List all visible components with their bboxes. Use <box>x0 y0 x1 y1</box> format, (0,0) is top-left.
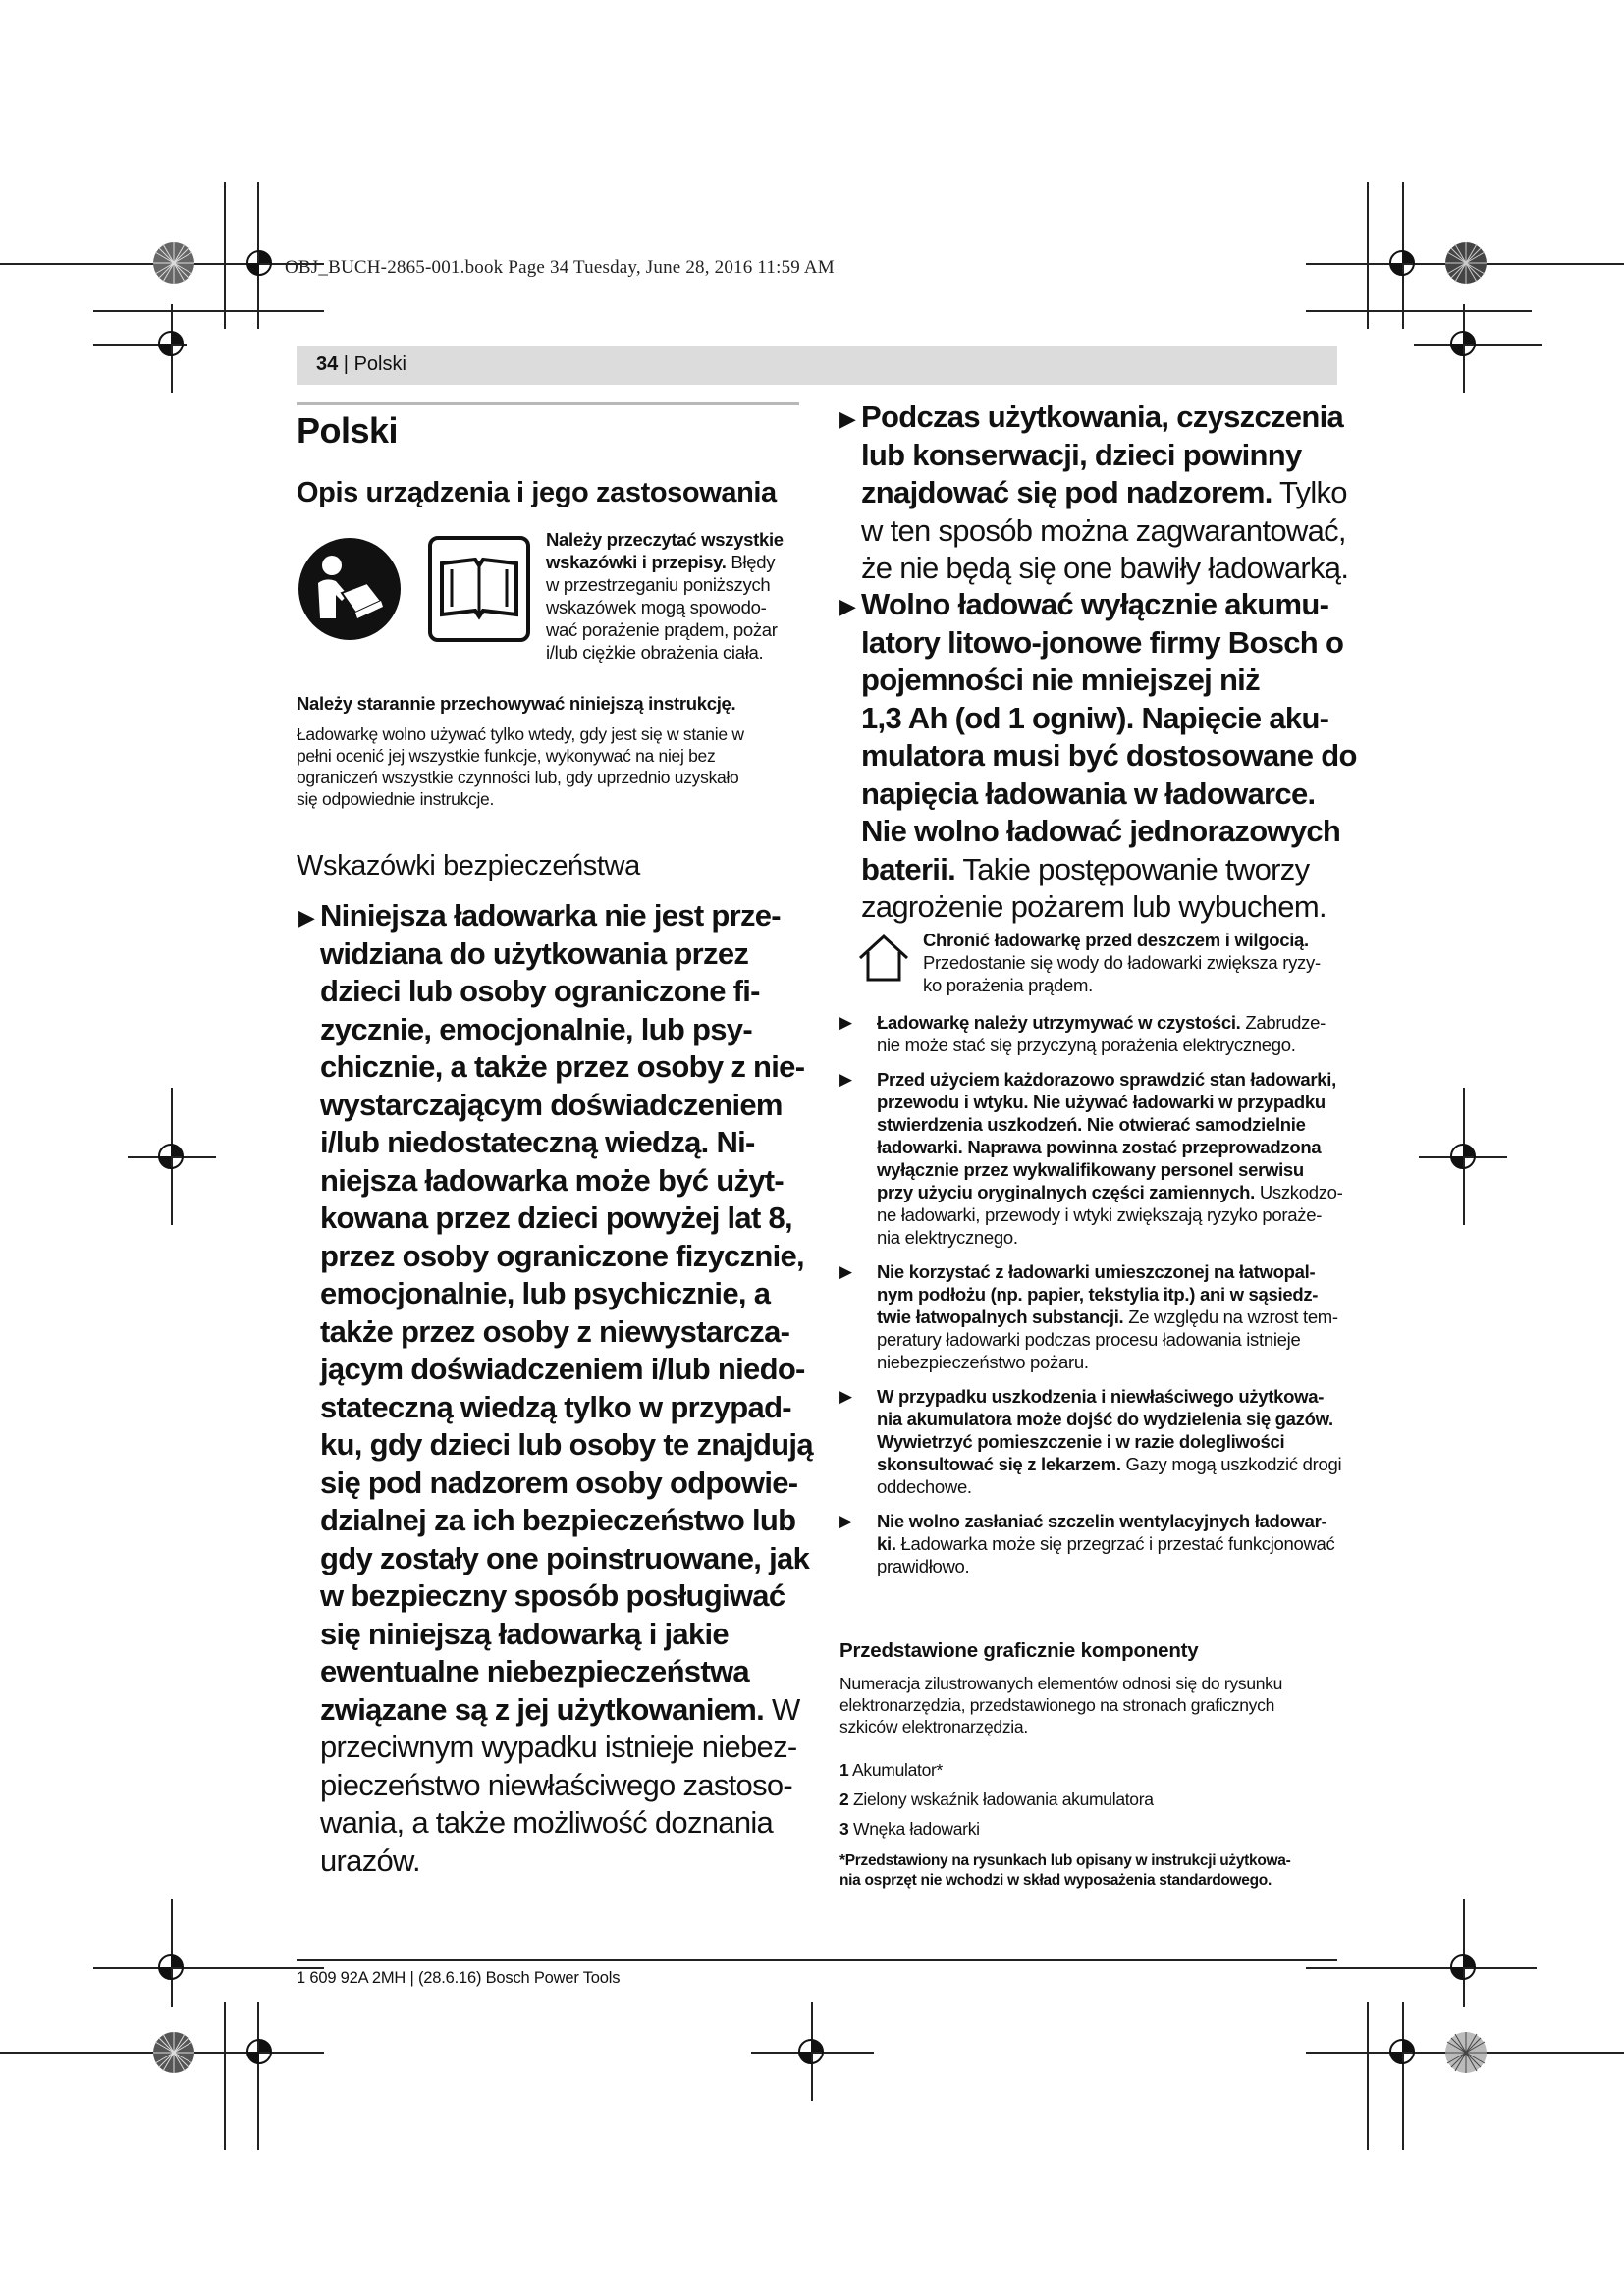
normal-text: że nie będą się one bawiły ładowarką. <box>861 551 1349 585</box>
text-line <box>877 1113 1343 1136</box>
footnote <box>839 1851 1290 1891</box>
page-title: Polski <box>297 410 399 451</box>
triangle-bullet-icon: ▶ <box>839 1512 852 1530</box>
bold-text: Wolno ładować wyłącznie akumu- <box>861 587 1329 621</box>
keep-instructions-text: Należy starannie przechowywać niniejszą instrukcję. <box>297 693 736 714</box>
text-line <box>320 1653 813 1691</box>
warning-text <box>546 528 784 664</box>
crop-line <box>224 2002 226 2150</box>
text-line <box>861 399 1348 437</box>
text-line <box>320 1804 813 1842</box>
bold-text: kowana przez dzieci powyżej lat 8, <box>320 1201 792 1235</box>
bold-text: przy użyciu oryginalnych części zamiennych. <box>877 1182 1255 1202</box>
bold-text: Chronić ładowarkę przed deszczem i wilgocią. <box>923 930 1309 950</box>
text-line <box>877 1475 1343 1498</box>
text-line <box>320 1540 813 1578</box>
bold-text: dzialnej za ich bezpieczeństwo lub <box>320 1503 796 1537</box>
text-line <box>861 586 1357 624</box>
text-line <box>877 1328 1343 1351</box>
section-heading-safety: Wskazówki bezpieczeństwa <box>297 850 640 881</box>
normal-text: Uszkodzo- <box>1255 1182 1343 1202</box>
text-line <box>861 662 1357 700</box>
text-line <box>320 1729 813 1767</box>
children-warning-block <box>320 897 813 1880</box>
text-line: Ładowarkę wolno używać tylko wtedy, gdy jest się w stanie w <box>297 724 744 744</box>
normal-text: w przestrzeganiu poniższych <box>546 574 771 595</box>
safety-bullet-item <box>839 1385 1343 1498</box>
bold-text: nym podłożu (np. papier, tekstylia itp.) ani w sąsiedz- <box>877 1284 1319 1305</box>
bold-text: Wywietrzyć pomieszczenie i w razie dolegliwości <box>877 1431 1285 1452</box>
text-line <box>320 1238 813 1276</box>
page-number: 34 <box>316 353 339 375</box>
text-line <box>861 888 1357 927</box>
normal-text: Takie postępowanie tworzy <box>955 851 1310 886</box>
text-line <box>877 1385 1343 1408</box>
bold-text: w bezpieczny sposób posługiwać <box>320 1578 785 1613</box>
text-line <box>861 813 1357 851</box>
triangle-bullet-icon: ▶ <box>839 1070 852 1089</box>
registration-target-icon <box>153 1949 189 1985</box>
bold-text: wskazówki i przepisy. <box>546 552 727 572</box>
text-line: się odpowiednie instrukcje. <box>297 789 495 809</box>
normal-text: zagrożenie pożarem lub wybuchem. <box>861 889 1326 924</box>
safety-bullet-list <box>839 1011 1343 1589</box>
text-line <box>877 1283 1343 1306</box>
component-number: 2 <box>839 1789 849 1809</box>
usage-paragraph <box>297 723 744 810</box>
text-line: *Przedstawiony na rysunkach lub opisany w instrukcji użytkowa- <box>839 1852 1291 1869</box>
normal-text: ko porażenia prądem. <box>923 975 1093 995</box>
text-line <box>546 551 784 573</box>
text-line <box>861 775 1357 814</box>
supervision-warning-block <box>861 399 1348 588</box>
registration-target-icon <box>242 245 277 281</box>
text-line <box>877 1034 1343 1056</box>
registration-target-icon <box>242 2034 277 2069</box>
normal-text: Błędy <box>726 552 776 572</box>
text-line <box>861 474 1348 512</box>
bold-text: Przed użyciem każdorazowo sprawdzić stan ładowarki, <box>877 1069 1336 1090</box>
registration-target-icon <box>1445 326 1481 361</box>
triangle-bullet-icon: ▶ <box>839 1013 852 1032</box>
normal-text: W <box>764 1691 800 1727</box>
registration-target-icon <box>153 1139 189 1174</box>
text-line <box>877 1532 1343 1555</box>
text-line <box>877 1181 1343 1203</box>
text-line <box>861 624 1357 663</box>
bold-text: przez osoby ograniczone fizycznie, <box>320 1238 804 1273</box>
bold-text: gdy zostały one poinstruowane, jak <box>320 1540 810 1575</box>
normal-text: urazów. <box>320 1842 420 1878</box>
text-line <box>320 935 813 974</box>
text-line <box>877 1158 1343 1181</box>
component-number: 1 <box>839 1760 849 1780</box>
component-label: Wnęka ładowarki <box>848 1819 980 1839</box>
bold-text: wyłącznie przez wykwalifikowany personel serwisu <box>877 1159 1304 1180</box>
text-line <box>861 512 1348 551</box>
house-rain-icon <box>856 933 911 984</box>
bold-text: Niniejsza ładowarka nie jest prze- <box>320 898 781 933</box>
safety-bullet-item <box>839 1510 1343 1577</box>
text-line <box>877 1260 1343 1283</box>
bold-text: się niniejszą ładowarką i jakie <box>320 1616 729 1651</box>
page-header-bar <box>297 346 1337 385</box>
bold-text: emocjonalnie, lub psychicznie, a <box>320 1276 771 1310</box>
bold-text: Podczas użytkowania, czyszczenia <box>861 400 1344 434</box>
bold-text: twie łatwopalnych substancji. <box>877 1307 1124 1327</box>
bold-text: Nie korzystać z ładowarki umieszczonej na łatwopal- <box>877 1261 1316 1282</box>
text-line: ograniczeń wszystkie czynności lub, gdy uprzednio uzyskało <box>297 768 739 787</box>
normal-text: niebezpieczeństwo pożaru. <box>877 1352 1089 1372</box>
text-line <box>877 1453 1343 1475</box>
color-rosette-icon <box>1443 240 1489 286</box>
component-item <box>839 1818 1154 1840</box>
text-line <box>320 1087 813 1125</box>
registration-target-icon <box>793 2034 829 2069</box>
text-line <box>877 1091 1343 1113</box>
normal-text: peratury ładowarki podczas procesu ładowania istnieje <box>877 1329 1301 1350</box>
text-line <box>877 1555 1343 1577</box>
bold-text: pojemności nie mniejszej niż <box>861 663 1260 697</box>
bold-text: mulatora musi być dostosowane do <box>861 738 1357 773</box>
normal-text: oddechowe. <box>877 1476 972 1497</box>
registration-target-icon <box>153 326 189 361</box>
rain-warning-text <box>923 929 1321 996</box>
bold-text: niejsza ładowarka może być użyt- <box>320 1162 785 1198</box>
text-line <box>861 700 1357 738</box>
bold-text: nia akumulatora może dojść do wydzielenia się gazów. <box>877 1409 1333 1429</box>
triangle-bullet-icon: ▶ <box>839 1262 852 1281</box>
text-line <box>923 929 1321 951</box>
safety-bullet-item <box>839 1011 1343 1056</box>
print-slug-line: OBJ_BUCH-2865-001.book Page 34 Tuesday, June 28, 2016 11:59 AM <box>285 257 835 278</box>
triangle-bullet-icon: ▶ <box>298 905 315 930</box>
normal-text: Tylko <box>1272 475 1347 509</box>
safety-bullet-item <box>839 1260 1343 1373</box>
bold-text: jącym doświadczeniem i/lub niedo- <box>320 1352 805 1386</box>
normal-text: w ten sposób można zagwarantować, <box>861 512 1346 548</box>
bold-text: Należy przeczytać wszystkie <box>546 529 784 550</box>
text-line <box>546 573 784 596</box>
bold-text: Nie wolno zasłaniać szczelin wentylacyjnych ładowar- <box>877 1511 1327 1531</box>
text-line <box>320 1691 813 1730</box>
color-rosette-icon <box>1443 2030 1489 2075</box>
color-rosette-icon <box>151 240 196 286</box>
text-line <box>546 528 784 551</box>
text-line <box>320 973 813 1011</box>
text-line <box>861 737 1357 775</box>
text-line <box>877 1351 1343 1373</box>
text-line <box>320 1465 813 1503</box>
text-line <box>320 1162 813 1201</box>
text-line: szkiców elektronarzędzia. <box>839 1717 1028 1736</box>
bold-text: skonsultować się z lekarzem. <box>877 1454 1121 1474</box>
open-book-icon <box>428 536 530 642</box>
bold-text: związane są z jej użytkowaniem. <box>320 1691 765 1727</box>
bold-text: lub konserwacji, dzieci powinny <box>861 437 1302 472</box>
text-line <box>923 974 1321 996</box>
text-line <box>546 641 784 664</box>
bold-text: W przypadku uszkodzenia i niewłaściwego użytkowa- <box>877 1386 1325 1407</box>
bold-text: stateczną wiedzą tylko w przypad- <box>320 1389 791 1424</box>
normal-text: i/lub ciężkie obrażenia ciała. <box>546 642 764 663</box>
bold-text: widziana do użytkowania przez <box>320 935 749 971</box>
text-line <box>320 1200 813 1238</box>
bold-text: się pod nadzorem osoby odpowie- <box>320 1465 798 1500</box>
text-line: pełni ocenić jej wszystkie funkcje, wykonywać na niej bez <box>297 746 716 766</box>
crop-line <box>93 1967 324 1969</box>
text-line <box>877 1203 1343 1226</box>
read-manual-person-icon <box>297 536 403 642</box>
bold-text: zycznie, emocjonalnie, lub psy- <box>320 1011 752 1046</box>
header-section: Polski <box>353 353 406 375</box>
text-line <box>877 1430 1343 1453</box>
bold-text: Nie wolno ładować jednorazowych <box>861 814 1341 848</box>
battery-charge-warning-block <box>861 586 1357 927</box>
normal-text: wać porażenie prądem, pożar <box>546 619 778 640</box>
text-line: nia osprzęt nie wchodzi w skład wyposażenia standardowego. <box>839 1872 1272 1889</box>
component-item <box>839 1789 1154 1810</box>
text-line <box>877 1226 1343 1249</box>
text-line <box>320 897 813 935</box>
page-header <box>316 353 406 376</box>
normal-text: ne ładowarki, przewody i wtyki zwiększają ryzyko poraże- <box>877 1204 1323 1225</box>
components-list <box>839 1759 1154 1847</box>
normal-text: Ze względu na wzrost tem- <box>1123 1307 1338 1327</box>
normal-text: pieczeństwo niewłaściwego zastoso- <box>320 1767 793 1802</box>
text-line: elektronarzędzia, przedstawionego na stronach graficznych <box>839 1695 1275 1715</box>
bold-text: ewentualne niebezpieczeństwa <box>320 1654 749 1688</box>
registration-target-icon <box>1384 2034 1420 2069</box>
text-line <box>546 596 784 618</box>
text-line <box>320 1048 813 1087</box>
footer-rule <box>297 1959 1337 1961</box>
bold-text: baterii. <box>861 851 956 886</box>
text-line <box>320 1616 813 1654</box>
text-line <box>320 1124 813 1162</box>
text-line <box>877 1136 1343 1158</box>
text-line <box>877 1510 1343 1532</box>
components-intro <box>839 1673 1282 1737</box>
normal-text: nia elektrycznego. <box>877 1227 1018 1248</box>
text-line <box>320 1577 813 1616</box>
registration-target-icon <box>1445 1949 1481 1985</box>
text-line <box>320 1426 813 1465</box>
text-line <box>320 1502 813 1540</box>
text-line <box>861 550 1348 588</box>
text-line <box>320 1842 813 1881</box>
bold-text: latory litowo-jonowe firmy Bosch o <box>861 624 1344 660</box>
text-line <box>877 1408 1343 1430</box>
bold-text: Ładowarkę należy utrzymywać w czystości. <box>877 1012 1241 1033</box>
text-line <box>320 1767 813 1805</box>
crop-line <box>1402 2002 1404 2150</box>
column-rule <box>297 402 799 405</box>
section-heading-description: Opis urządzenia i jego zastosowania <box>297 477 777 508</box>
text-line <box>320 1011 813 1049</box>
text-line <box>546 618 784 641</box>
normal-text: Ładowarka może się przegrzać i przestać funkcjonować <box>895 1533 1335 1554</box>
normal-text: Zabrudze- <box>1240 1012 1326 1033</box>
text-line <box>877 1068 1343 1091</box>
bold-text: ki. <box>877 1533 896 1554</box>
text-line <box>320 1389 813 1427</box>
triangle-bullet-icon: ▶ <box>839 594 856 618</box>
normal-text: przeciwnym wypadku istnieje niebez- <box>320 1730 797 1764</box>
normal-text: nie może stać się przyczyną porażenia elektrycznego. <box>877 1035 1296 1055</box>
registration-target-icon <box>1445 1139 1481 1174</box>
safety-bullet-item <box>839 1068 1343 1249</box>
bold-text: znajdować się pod nadzorem. <box>861 475 1272 509</box>
crop-line <box>224 182 226 329</box>
components-heading: Przedstawione graficznie komponenty <box>839 1639 1199 1662</box>
normal-text: prawidłowo. <box>877 1556 970 1576</box>
crop-line <box>1306 1967 1537 1969</box>
text-line <box>877 1011 1343 1034</box>
text-line <box>320 1351 813 1389</box>
component-number: 3 <box>839 1819 849 1839</box>
normal-text: Przedostanie się wody do ładowarki zwiększa ryzy- <box>923 952 1321 973</box>
registration-target-icon <box>1384 245 1420 281</box>
text-line <box>877 1306 1343 1328</box>
bold-text: i/lub niedostateczną wiedzą. Ni- <box>320 1125 755 1159</box>
crop-line <box>257 2002 259 2150</box>
bold-text: chicznie, a także przez osoby z nie- <box>320 1049 805 1084</box>
bold-text: stwierdzenia uszkodzeń. Nie otwierać samodzielnie <box>877 1114 1306 1135</box>
bold-text: także przez osoby z niewystarcza- <box>320 1313 790 1349</box>
text-line <box>923 951 1321 974</box>
component-item <box>839 1759 1154 1781</box>
crop-line <box>1306 310 1532 312</box>
bold-text: dzieci lub osoby ograniczone fi- <box>320 974 760 1008</box>
component-label: Zielony wskaźnik ładowania akumulatora <box>848 1789 1154 1809</box>
crop-line <box>93 310 324 312</box>
normal-text: wskazówek mogą spowodo- <box>546 597 767 617</box>
bold-text: ładowarki. Naprawa powinna zostać przeprowadzona <box>877 1137 1322 1157</box>
text-line: Numeracja zilustrowanych elementów odnosi się do rysunku <box>839 1674 1283 1693</box>
component-label: Akumulator* <box>848 1760 944 1780</box>
crop-line <box>1367 2002 1369 2150</box>
header-separator: | <box>338 353 354 375</box>
triangle-bullet-icon: ▶ <box>839 406 856 431</box>
bold-text: przewodu i wtyku. Nie używać ładowarki w przypadku <box>877 1092 1326 1112</box>
normal-text: wania, a także możliwość doznania <box>320 1805 774 1840</box>
text-line <box>320 1313 813 1352</box>
color-rosette-icon <box>151 2030 196 2075</box>
crop-line <box>1367 182 1369 329</box>
bold-text: 1,3 Ah (od 1 ogniw). Napięcie aku- <box>861 700 1329 735</box>
text-line <box>861 851 1357 889</box>
normal-text: Gazy mogą uszkodzić drogi <box>1120 1454 1342 1474</box>
triangle-bullet-icon: ▶ <box>839 1387 852 1406</box>
bold-text: ku, gdy dzieci lub osoby te znajdują <box>320 1427 813 1462</box>
text-line <box>320 1275 813 1313</box>
bold-text: wystarczającym doświadczeniem <box>320 1087 783 1122</box>
page-footer: 1 609 92A 2MH | (28.6.16) Bosch Power Tools <box>297 1969 621 1987</box>
text-line <box>861 437 1348 475</box>
bold-text: napięcia ładowania w ładowarce. <box>861 775 1316 811</box>
